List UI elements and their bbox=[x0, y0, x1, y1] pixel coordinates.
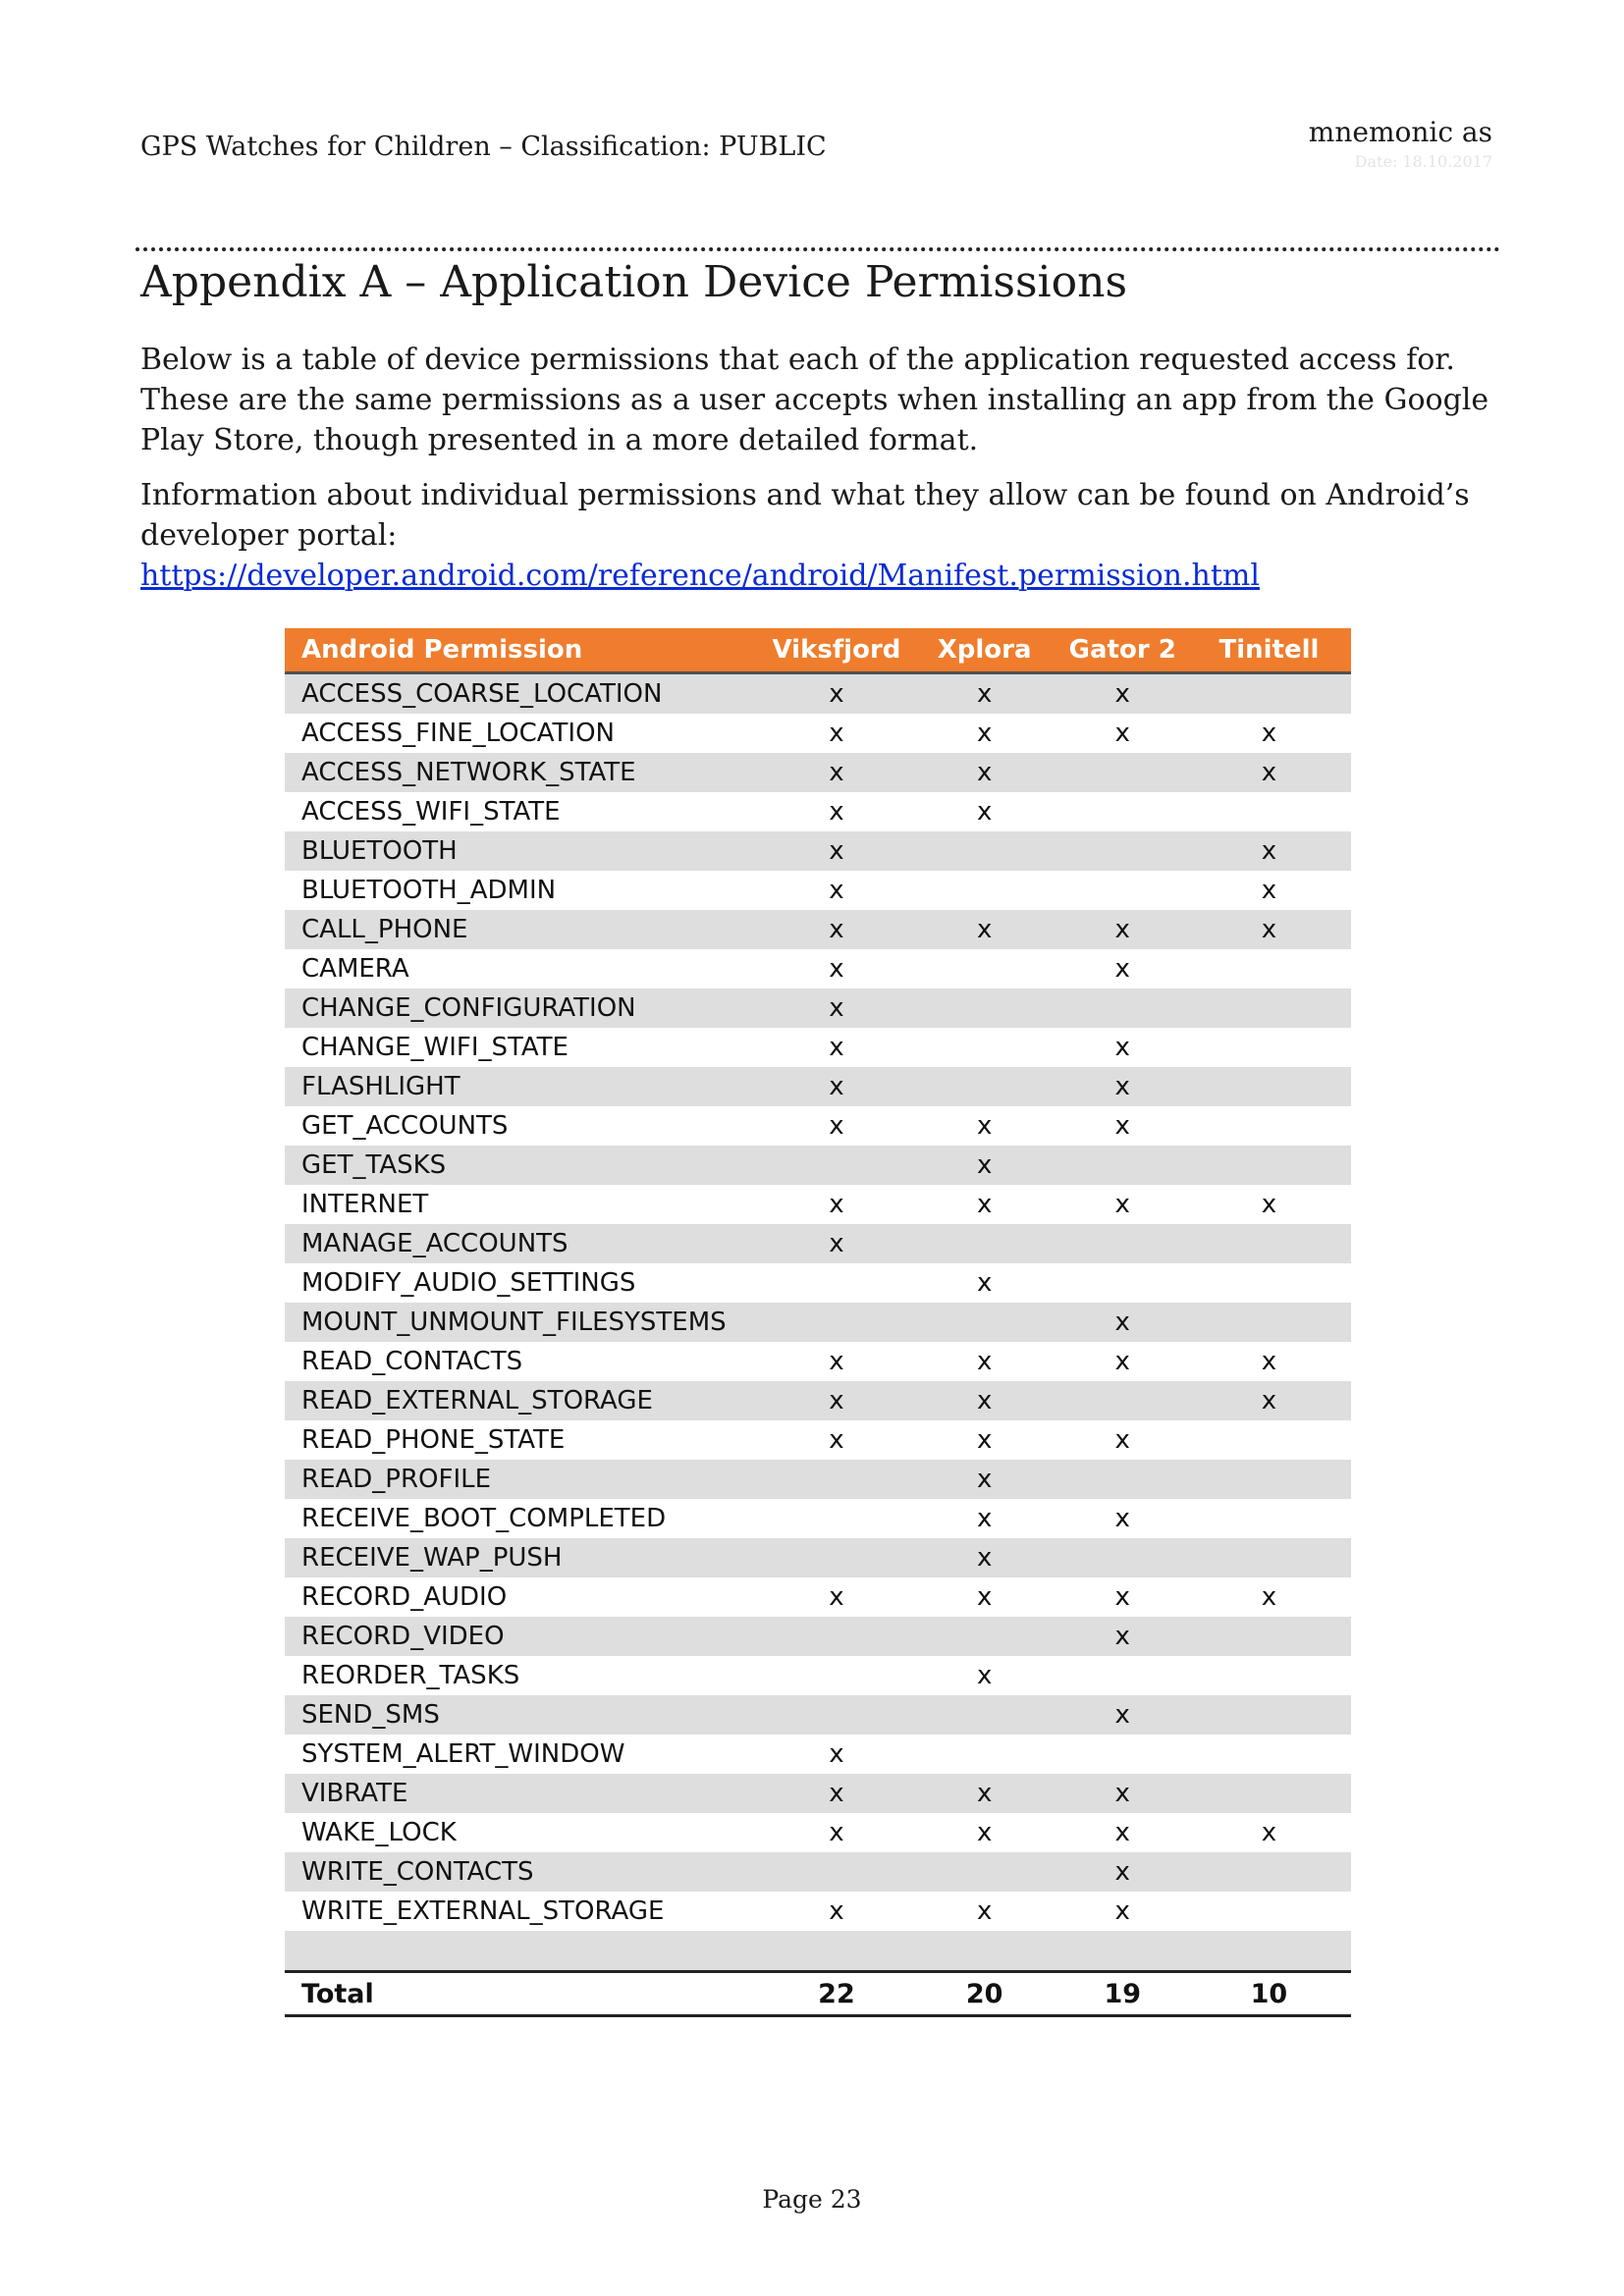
permission-name: CALL_PHONE bbox=[285, 910, 762, 949]
tinitell-cell bbox=[1187, 1303, 1351, 1342]
table-row bbox=[285, 831, 1351, 871]
xplora-cell: x bbox=[911, 1106, 1058, 1146]
tinitell-cell bbox=[1187, 1774, 1351, 1813]
permission-name: CHANGE_WIFI_STATE bbox=[285, 1028, 762, 1067]
xplora-cell: x bbox=[911, 1263, 1058, 1303]
permission-name: ACCESS_WIFI_STATE bbox=[285, 792, 762, 831]
spacer-cell bbox=[1187, 1931, 1351, 1972]
tinitell-cell bbox=[1187, 792, 1351, 831]
gator-2-cell bbox=[1058, 831, 1187, 871]
tinitell-cell bbox=[1187, 1420, 1351, 1460]
permission-name: WAKE_LOCK bbox=[285, 1813, 762, 1852]
page-number: Page 23 bbox=[762, 2185, 862, 2214]
viksfjord-cell bbox=[762, 1460, 910, 1499]
viksfjord-cell bbox=[762, 1617, 910, 1656]
viksfjord-cell: x bbox=[762, 988, 910, 1028]
permission-name: BLUETOOTH_ADMIN bbox=[285, 871, 762, 910]
column-header-gator-2: Gator 2 bbox=[1058, 628, 1187, 673]
table-row bbox=[285, 1774, 1351, 1813]
gator-2-cell: x bbox=[1058, 1067, 1187, 1106]
total-xplora: 20 bbox=[911, 1972, 1058, 2016]
gator-2-cell: x bbox=[1058, 1420, 1187, 1460]
xplora-cell: x bbox=[911, 1381, 1058, 1420]
gator-2-cell: x bbox=[1058, 1028, 1187, 1067]
gator-2-cell bbox=[1058, 1224, 1187, 1263]
gator-2-cell: x bbox=[1058, 673, 1187, 715]
tinitell-cell: x bbox=[1187, 1381, 1351, 1420]
intro-paragraph: Below is a table of device permissions that each of the application requested access for. These are the same permissions as a user accepts when installing an app from the Google Play Store, though presented in a more detailed format. bbox=[140, 343, 1489, 457]
xplora-cell bbox=[911, 831, 1058, 871]
viksfjord-cell bbox=[762, 1303, 910, 1342]
tinitell-cell: x bbox=[1187, 1342, 1351, 1381]
table-row bbox=[285, 1381, 1351, 1420]
total-tinitell: 10 bbox=[1187, 1972, 1351, 2016]
permission-name: INTERNET bbox=[285, 1185, 762, 1224]
gator-2-cell bbox=[1058, 1735, 1187, 1774]
tinitell-cell bbox=[1187, 1224, 1351, 1263]
permission-name: CHANGE_CONFIGURATION bbox=[285, 988, 762, 1028]
xplora-cell bbox=[911, 988, 1058, 1028]
table-row bbox=[285, 949, 1351, 988]
viksfjord-cell bbox=[762, 1656, 910, 1695]
table-row bbox=[285, 1460, 1351, 1499]
permissions-table bbox=[285, 628, 1351, 2017]
xplora-cell: x bbox=[911, 1656, 1058, 1695]
xplora-cell: x bbox=[911, 1185, 1058, 1224]
info-paragraph-text: Information about individual permissions and what they allow can be found on Android’s developer portal: bbox=[140, 478, 1470, 553]
gator-2-cell: x bbox=[1058, 1695, 1187, 1735]
info-paragraph bbox=[140, 475, 1495, 596]
tinitell-cell: x bbox=[1187, 1185, 1351, 1224]
tinitell-cell bbox=[1187, 1067, 1351, 1106]
permission-name: READ_PHONE_STATE bbox=[285, 1420, 762, 1460]
table-row bbox=[285, 1617, 1351, 1656]
table-row bbox=[285, 1028, 1351, 1067]
gator-2-cell: x bbox=[1058, 1892, 1187, 1931]
tinitell-cell bbox=[1187, 1538, 1351, 1577]
table-row bbox=[285, 714, 1351, 753]
viksfjord-cell: x bbox=[762, 1342, 910, 1381]
xplora-cell bbox=[911, 1224, 1058, 1263]
table-row bbox=[285, 1303, 1351, 1342]
table-row bbox=[285, 792, 1351, 831]
tinitell-cell: x bbox=[1187, 753, 1351, 792]
gator-2-cell bbox=[1058, 1460, 1187, 1499]
permission-name: MODIFY_AUDIO_SETTINGS bbox=[285, 1263, 762, 1303]
table-row bbox=[285, 1813, 1351, 1852]
gator-2-cell: x bbox=[1058, 1342, 1187, 1381]
viksfjord-cell: x bbox=[762, 1381, 910, 1420]
permission-name: SEND_SMS bbox=[285, 1695, 762, 1735]
spacer-cell bbox=[911, 1931, 1058, 1972]
viksfjord-cell: x bbox=[762, 831, 910, 871]
column-header-permission: Android Permission bbox=[285, 628, 762, 673]
gator-2-cell bbox=[1058, 753, 1187, 792]
table-row bbox=[285, 1695, 1351, 1735]
tinitell-cell: x bbox=[1187, 831, 1351, 871]
table-row bbox=[285, 1735, 1351, 1774]
gator-2-cell: x bbox=[1058, 1303, 1187, 1342]
viksfjord-cell bbox=[762, 1499, 910, 1538]
tinitell-cell bbox=[1187, 1656, 1351, 1695]
xplora-cell: x bbox=[911, 1538, 1058, 1577]
xplora-cell: x bbox=[911, 1813, 1058, 1852]
gator-2-cell bbox=[1058, 871, 1187, 910]
tinitell-cell bbox=[1187, 1146, 1351, 1185]
document-date: Date: 18.10.2017 bbox=[1354, 152, 1492, 171]
tinitell-cell bbox=[1187, 673, 1351, 715]
xplora-cell: x bbox=[911, 1774, 1058, 1813]
tinitell-cell bbox=[1187, 1892, 1351, 1931]
header-company-block bbox=[1309, 116, 1492, 171]
xplora-cell bbox=[911, 1067, 1058, 1106]
viksfjord-cell: x bbox=[762, 871, 910, 910]
xplora-cell: x bbox=[911, 1499, 1058, 1538]
gator-2-cell bbox=[1058, 988, 1187, 1028]
xplora-cell bbox=[911, 1735, 1058, 1774]
permission-name: RECEIVE_BOOT_COMPLETED bbox=[285, 1499, 762, 1538]
xplora-cell: x bbox=[911, 753, 1058, 792]
spacer-cell bbox=[1058, 1931, 1187, 1972]
gator-2-cell bbox=[1058, 792, 1187, 831]
spacer-cell bbox=[285, 1931, 762, 1972]
tinitell-cell bbox=[1187, 1263, 1351, 1303]
gator-2-cell: x bbox=[1058, 1577, 1187, 1617]
total-label: Total bbox=[285, 1972, 762, 2016]
viksfjord-cell: x bbox=[762, 714, 910, 753]
table-row bbox=[285, 1538, 1351, 1577]
xplora-cell bbox=[911, 1303, 1058, 1342]
tinitell-cell bbox=[1187, 1460, 1351, 1499]
viksfjord-cell: x bbox=[762, 1813, 910, 1852]
table-row bbox=[285, 988, 1351, 1028]
xplora-cell bbox=[911, 1617, 1058, 1656]
permission-name: WRITE_CONTACTS bbox=[285, 1852, 762, 1892]
android-permissions-link[interactable]: https://developer.android.com/reference/android/Manifest.permission.html bbox=[140, 559, 1260, 593]
table-row bbox=[285, 1852, 1351, 1892]
tinitell-cell bbox=[1187, 1106, 1351, 1146]
viksfjord-cell: x bbox=[762, 949, 910, 988]
xplora-cell: x bbox=[911, 792, 1058, 831]
tinitell-cell bbox=[1187, 1028, 1351, 1067]
viksfjord-cell: x bbox=[762, 1892, 910, 1931]
xplora-cell bbox=[911, 1695, 1058, 1735]
permission-name: BLUETOOTH bbox=[285, 831, 762, 871]
spacer-row bbox=[285, 1931, 1351, 1972]
spacer-cell bbox=[762, 1931, 910, 1972]
permission-name: SYSTEM_ALERT_WINDOW bbox=[285, 1735, 762, 1774]
tinitell-cell: x bbox=[1187, 1577, 1351, 1617]
permission-name: MANAGE_ACCOUNTS bbox=[285, 1224, 762, 1263]
permission-name: CAMERA bbox=[285, 949, 762, 988]
total-row bbox=[285, 1972, 1351, 2016]
table-row bbox=[285, 753, 1351, 792]
permission-name: READ_EXTERNAL_STORAGE bbox=[285, 1381, 762, 1420]
permission-name: GET_ACCOUNTS bbox=[285, 1106, 762, 1146]
section-title: Appendix A – Application Device Permissions bbox=[140, 257, 1128, 307]
gator-2-cell: x bbox=[1058, 1499, 1187, 1538]
tinitell-cell bbox=[1187, 1695, 1351, 1735]
viksfjord-cell: x bbox=[762, 1224, 910, 1263]
viksfjord-cell bbox=[762, 1263, 910, 1303]
column-header-xplora: Xplora bbox=[911, 628, 1058, 673]
table-header-row bbox=[285, 628, 1351, 673]
table-row bbox=[285, 1342, 1351, 1381]
gator-2-cell bbox=[1058, 1381, 1187, 1420]
xplora-cell: x bbox=[911, 1420, 1058, 1460]
xplora-cell: x bbox=[911, 910, 1058, 949]
column-header-tinitell: Tinitell bbox=[1187, 628, 1351, 673]
xplora-cell: x bbox=[911, 1892, 1058, 1931]
table-row bbox=[285, 1577, 1351, 1617]
permission-name: GET_TASKS bbox=[285, 1146, 762, 1185]
document-title: GPS Watches for Children – Classification: PUBLIC bbox=[140, 132, 827, 162]
permission-name: READ_CONTACTS bbox=[285, 1342, 762, 1381]
table-row bbox=[285, 1185, 1351, 1224]
gator-2-cell bbox=[1058, 1263, 1187, 1303]
table-row bbox=[285, 1656, 1351, 1695]
tinitell-cell: x bbox=[1187, 1813, 1351, 1852]
viksfjord-cell bbox=[762, 1538, 910, 1577]
gator-2-cell: x bbox=[1058, 1617, 1187, 1656]
xplora-cell: x bbox=[911, 1460, 1058, 1499]
gator-2-cell bbox=[1058, 1538, 1187, 1577]
viksfjord-cell: x bbox=[762, 1774, 910, 1813]
viksfjord-cell: x bbox=[762, 1735, 910, 1774]
viksfjord-cell: x bbox=[762, 910, 910, 949]
gator-2-cell: x bbox=[1058, 1813, 1187, 1852]
permission-name: RECEIVE_WAP_PUSH bbox=[285, 1538, 762, 1577]
header-divider bbox=[135, 247, 1500, 251]
viksfjord-cell: x bbox=[762, 792, 910, 831]
tinitell-cell: x bbox=[1187, 714, 1351, 753]
table-row bbox=[285, 1263, 1351, 1303]
table-row bbox=[285, 1499, 1351, 1538]
permission-name: ACCESS_NETWORK_STATE bbox=[285, 753, 762, 792]
permission-name: MOUNT_UNMOUNT_FILESYSTEMS bbox=[285, 1303, 762, 1342]
table-row bbox=[285, 1224, 1351, 1263]
table-row bbox=[285, 1892, 1351, 1931]
table-row bbox=[285, 673, 1351, 715]
gator-2-cell: x bbox=[1058, 1106, 1187, 1146]
xplora-cell bbox=[911, 949, 1058, 988]
company-name: mnemonic as bbox=[1308, 116, 1492, 148]
xplora-cell: x bbox=[911, 1577, 1058, 1617]
viksfjord-cell: x bbox=[762, 1028, 910, 1067]
gator-2-cell: x bbox=[1058, 1774, 1187, 1813]
gator-2-cell: x bbox=[1058, 949, 1187, 988]
permission-name: FLASHLIGHT bbox=[285, 1067, 762, 1106]
viksfjord-cell: x bbox=[762, 1577, 910, 1617]
gator-2-cell bbox=[1058, 1656, 1187, 1695]
viksfjord-cell: x bbox=[762, 753, 910, 792]
table-row bbox=[285, 910, 1351, 949]
permission-name: ACCESS_FINE_LOCATION bbox=[285, 714, 762, 753]
xplora-cell: x bbox=[911, 1342, 1058, 1381]
table-row bbox=[285, 1067, 1351, 1106]
table-row bbox=[285, 1106, 1351, 1146]
permission-name: REORDER_TASKS bbox=[285, 1656, 762, 1695]
tinitell-cell bbox=[1187, 1499, 1351, 1538]
gator-2-cell: x bbox=[1058, 1852, 1187, 1892]
total-gator-2: 19 bbox=[1058, 1972, 1187, 2016]
xplora-cell bbox=[911, 1028, 1058, 1067]
viksfjord-cell bbox=[762, 1695, 910, 1735]
permission-name: VIBRATE bbox=[285, 1774, 762, 1813]
viksfjord-cell: x bbox=[762, 1420, 910, 1460]
tinitell-cell bbox=[1187, 1852, 1351, 1892]
xplora-cell: x bbox=[911, 1146, 1058, 1185]
viksfjord-cell: x bbox=[762, 1106, 910, 1146]
permission-name: READ_PROFILE bbox=[285, 1460, 762, 1499]
xplora-cell: x bbox=[911, 714, 1058, 753]
total-viksfjord: 22 bbox=[762, 1972, 910, 2016]
permission-name: WRITE_EXTERNAL_STORAGE bbox=[285, 1892, 762, 1931]
viksfjord-cell bbox=[762, 1146, 910, 1185]
column-header-viksfjord: Viksfjord bbox=[762, 628, 910, 673]
tinitell-cell bbox=[1187, 988, 1351, 1028]
viksfjord-cell bbox=[762, 1852, 910, 1892]
viksfjord-cell: x bbox=[762, 1067, 910, 1106]
gator-2-cell: x bbox=[1058, 910, 1187, 949]
tinitell-cell bbox=[1187, 1735, 1351, 1774]
permission-name: RECORD_AUDIO bbox=[285, 1577, 762, 1617]
gator-2-cell: x bbox=[1058, 1185, 1187, 1224]
gator-2-cell bbox=[1058, 1146, 1187, 1185]
tinitell-cell bbox=[1187, 949, 1351, 988]
tinitell-cell: x bbox=[1187, 910, 1351, 949]
xplora-cell bbox=[911, 871, 1058, 910]
gator-2-cell: x bbox=[1058, 714, 1187, 753]
viksfjord-cell: x bbox=[762, 673, 910, 715]
viksfjord-cell: x bbox=[762, 1185, 910, 1224]
xplora-cell bbox=[911, 1852, 1058, 1892]
table-row bbox=[285, 1146, 1351, 1185]
permission-name: ACCESS_COARSE_LOCATION bbox=[285, 673, 762, 715]
tinitell-cell bbox=[1187, 1617, 1351, 1656]
table-row bbox=[285, 871, 1351, 910]
permission-name: RECORD_VIDEO bbox=[285, 1617, 762, 1656]
table-row bbox=[285, 1420, 1351, 1460]
tinitell-cell: x bbox=[1187, 871, 1351, 910]
xplora-cell: x bbox=[911, 673, 1058, 715]
